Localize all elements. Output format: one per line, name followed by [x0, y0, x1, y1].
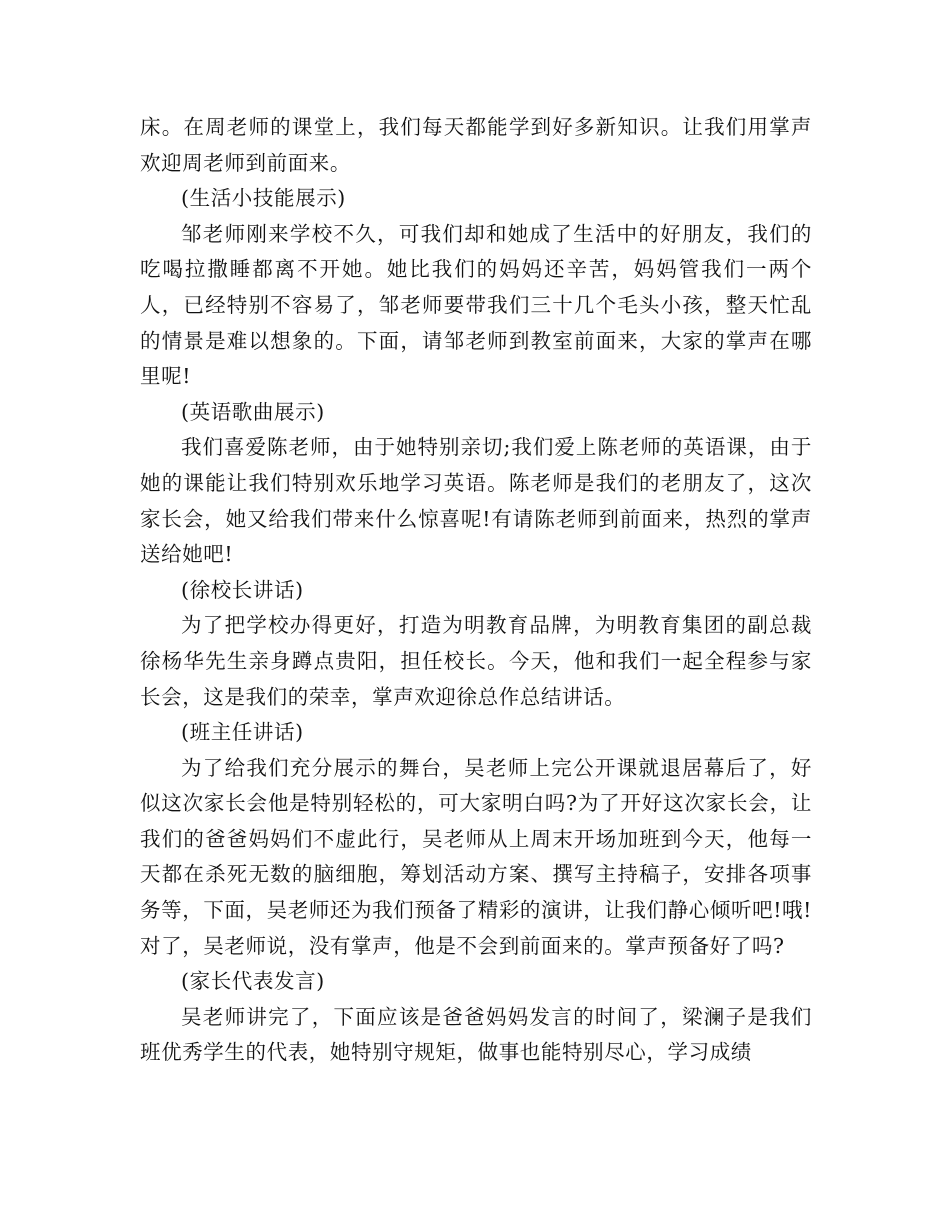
paragraph-zou-teacher: 邹老师刚来学校不久，可我们却和她成了生活中的好朋友，我们的吃喝拉撒睡都离不开她。她比我们的妈妈还辛苦，妈妈管我们一两个人，已经特别不容易了，邹老师要带我们三十几个毛头小孩，整天忙乱的情景是难以想象的。下面，请邹老师到教室前面来，大家的掌声在哪里呢! — [140, 221, 812, 389]
document-page — [140, 110, 812, 1071]
paragraph-chen-teacher: 我们喜爱陈老师，由于她特别亲切;我们爱上陈老师的英语课，由于她的课能让我们特别欢乐地学习英语。陈老师是我们的老朋友了，这次家长会，她又给我们带来什么惊喜呢!有请陈老师到前面来，热烈的掌声送给她吧! — [140, 435, 812, 567]
paragraph-teacher-wu: 为了给我们充分展示的舞台，吴老师上完公开课就退居幕后了，好似这次家长会他是特别轻松的，可大家明白吗?为了开好这次家长会，让我们的爸爸妈妈们不虚此行，吴老师从上周末开场加班到今天，他每一天都在杀死无数的脑细胞，筹划活动方案、撰写主持稿子，安排各项事务等，下面，吴老师还为我们预备了精彩的演讲，让我们静心倾听吧!哦!对了，吴老师说，没有掌声，他是不会到前面来的。掌声预备好了吗? — [140, 755, 812, 958]
section-heading-life-skills: (生活小技能展示) — [181, 186, 346, 211]
section-heading-parent-speech: (家长代表发言) — [181, 969, 325, 994]
section-heading-head-teacher-speech: (班主任讲话) — [181, 720, 304, 745]
paragraph-principal-xu: 为了把学校办得更好，打造为明教育品牌，为明教育集团的副总裁徐杨华先生亲身蹲点贵阳，担任校长。今天，他和我们一起全程参与家长会，这是我们的荣幸，掌声欢迎徐总作总结讲话。 — [140, 613, 812, 709]
section-heading-principal-speech: (徐校长讲话) — [181, 577, 304, 602]
paragraph-parent-representative: 吴老师讲完了，下面应该是爸爸妈妈发言的时间了，梁澜子是我们班优秀学生的代表，她特别守规矩，做事也能特别尽心，学习成绩 — [140, 1004, 812, 1065]
paragraph-continuation: 床。在周老师的课堂上，我们每天都能学到好多新知识。让我们用掌声欢迎周老师到前面来。 — [140, 115, 812, 175]
section-heading-english-song: (英语歌曲展示) — [181, 399, 325, 424]
